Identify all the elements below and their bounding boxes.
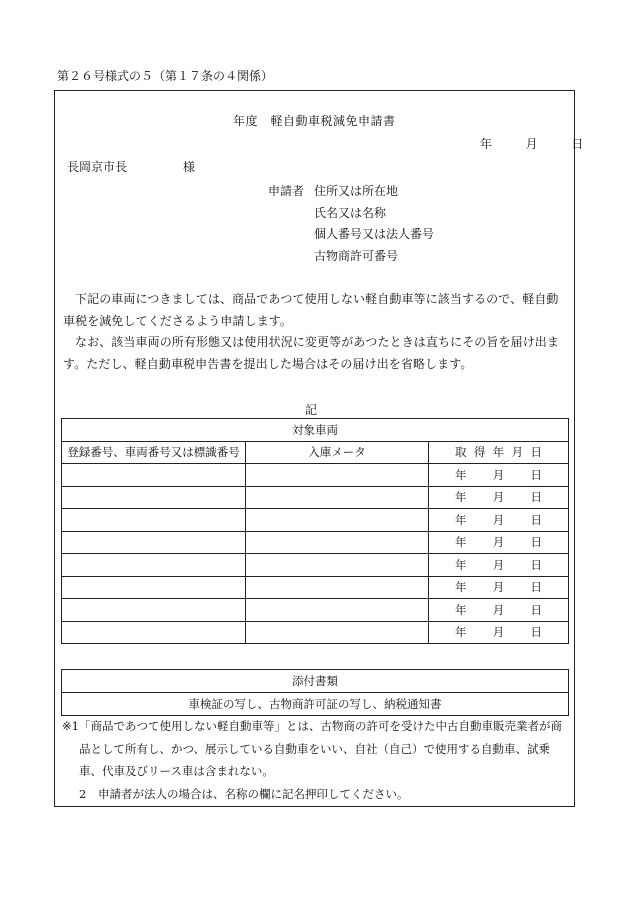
note-text: 申請者が法人の場合は、名称の欄に記名押印してください。 [98, 786, 409, 801]
note-mark: ※1 [62, 719, 79, 733]
acquired-date-cell[interactable] [429, 509, 569, 532]
odometer-cell[interactable] [246, 509, 429, 532]
ki-heading: 記 [305, 403, 318, 417]
acquired-month: 月 [492, 490, 505, 505]
acquired-date-cell[interactable] [429, 464, 569, 487]
registration-cell[interactable] [62, 554, 246, 577]
header-acquired-char: 得 [473, 445, 486, 460]
acquired-year: 年 [455, 512, 467, 527]
acquired-day: 日 [530, 557, 542, 572]
note-mark: 2 [79, 786, 87, 801]
acquired-year: 年 [455, 625, 467, 640]
registration-cell[interactable] [62, 486, 246, 509]
vehicle-row [62, 599, 569, 622]
notes [62, 715, 570, 805]
header-acquired-char: 月 [511, 445, 524, 460]
vehicle-row [62, 509, 569, 532]
odometer-cell[interactable] [246, 621, 429, 644]
vehicle-row [62, 576, 569, 599]
header-acquired-char: 日 [530, 445, 542, 460]
acquired-day: 日 [530, 625, 542, 640]
form-frame [54, 90, 584, 807]
vehicle-row [62, 464, 569, 487]
header-acquired [429, 441, 569, 464]
registration-cell[interactable] [62, 464, 246, 487]
applicant-number-label: 個人番号又は法人番号 [314, 227, 435, 241]
vehicle-row [62, 554, 569, 577]
odometer-cell[interactable] [246, 599, 429, 622]
acquired-month: 月 [492, 557, 505, 572]
form-title: 年度 軽自動車税減免申請書 [233, 114, 396, 128]
date-month: 月 [525, 137, 538, 151]
statement-paragraph: なお、該当車両の所有形態又は使用状況に変更等があつたときは直ちにその旨を届け出ます。ただし、軽自動車税申告書を提出した場合はその届け出を省略します。 [63, 335, 560, 371]
note-text: 「商品であつて使用しない軽自動車等」とは、古物商の許可を受けた中古自動車販売業者が商品として所有し、かつ、展示している自動車をいい、自社（自己）で使用する自動車、試乗車、代車及びリース車は含まれない。 [79, 719, 562, 778]
acquired-year: 年 [455, 602, 467, 617]
vehicle-row [62, 486, 569, 509]
acquired-year: 年 [455, 580, 467, 595]
acquired-year: 年 [455, 490, 467, 505]
applicant-license-label: 古物商許可番号 [314, 249, 399, 263]
applicant-name-label: 氏名又は名称 [314, 206, 387, 220]
header-odometer: 入庫メータ [246, 441, 429, 464]
applicant-address-label: 住所又は所在地 [314, 184, 399, 198]
date-year: 年 [480, 137, 493, 151]
acquired-month: 月 [492, 512, 505, 527]
odometer-cell[interactable] [246, 486, 429, 509]
date-day: 日 [571, 137, 584, 151]
acquired-date-cell[interactable] [429, 554, 569, 577]
acquired-day: 日 [530, 535, 542, 550]
odometer-cell[interactable] [246, 576, 429, 599]
registration-cell[interactable] [62, 576, 246, 599]
acquired-month: 月 [492, 580, 505, 595]
statement-paragraph: 下記の車両につきましては、商品であつて使用しない軽自動車等に該当するので、軽自動車税を減免してくださるよう申請します。 [63, 292, 559, 328]
acquired-day: 日 [530, 602, 542, 617]
acquired-day: 日 [530, 467, 542, 482]
header-acquired-char: 年 [492, 445, 505, 460]
acquired-month: 月 [492, 535, 505, 550]
registration-cell[interactable] [62, 621, 246, 644]
header-registration: 登録番号、車両番号又は標識番号 [62, 441, 246, 464]
attachments-table [61, 669, 569, 716]
odometer-cell[interactable] [246, 464, 429, 487]
registration-cell[interactable] [62, 509, 246, 532]
odometer-cell[interactable] [246, 531, 429, 554]
acquired-month: 月 [492, 467, 505, 482]
note-item [62, 783, 570, 806]
acquired-day: 日 [530, 490, 542, 505]
applicant-label: 申請者 [268, 184, 305, 198]
acquired-date-cell[interactable] [429, 531, 569, 554]
header-acquired-char: 取 [455, 445, 467, 460]
acquired-date-cell[interactable] [429, 576, 569, 599]
vehicle-table [61, 418, 569, 644]
acquired-year: 年 [455, 535, 467, 550]
vehicle-row [62, 531, 569, 554]
acquired-day: 日 [530, 512, 542, 527]
acquired-date-cell[interactable] [429, 599, 569, 622]
registration-cell[interactable] [62, 531, 246, 554]
application-statement [63, 289, 568, 375]
addressee [67, 158, 195, 175]
acquired-date-cell[interactable] [429, 621, 569, 644]
acquired-month: 月 [492, 602, 505, 617]
acquired-month: 月 [492, 625, 505, 640]
form-number: 第２６号様式の５（第１７条の４関係） [57, 69, 274, 83]
vehicle-table-caption: 対象車両 [62, 419, 569, 442]
application-date [480, 135, 583, 152]
vehicle-row [62, 621, 569, 644]
addressee-name: 長岡京市長 [67, 160, 128, 174]
note-item [62, 715, 570, 783]
acquired-year: 年 [455, 557, 467, 572]
acquired-year: 年 [455, 467, 467, 482]
acquired-date-cell[interactable] [429, 486, 569, 509]
registration-cell[interactable] [62, 599, 246, 622]
attachments-header: 添付書類 [62, 670, 569, 693]
odometer-cell[interactable] [246, 554, 429, 577]
attachments-content: 車検証の写し、古物商許可証の写し、納税通知書 [62, 693, 569, 716]
acquired-day: 日 [530, 580, 542, 595]
addressee-honorific: 様 [183, 160, 196, 174]
